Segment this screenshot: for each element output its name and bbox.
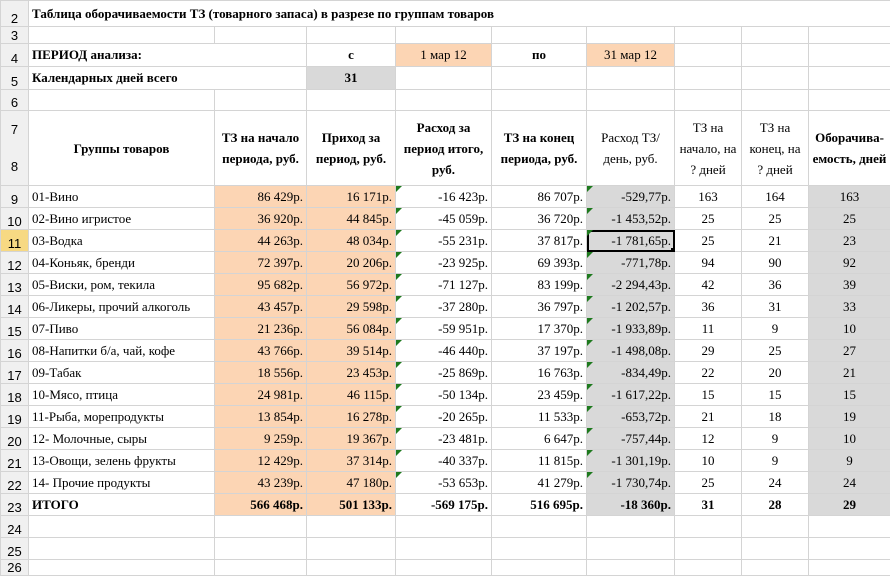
table-row [1, 274, 890, 296]
stock-start-cell[interactable]: 72 397р. [215, 252, 307, 274]
period-to-value[interactable]: 31 мар 12 [587, 44, 675, 67]
days-end-cell[interactable]: 36 [742, 274, 809, 296]
cell[interactable] [396, 27, 492, 44]
days-start-cell[interactable]: 25 [675, 472, 742, 494]
daily-expense-cell[interactable]: -771,78р. [587, 252, 675, 274]
cell[interactable] [742, 538, 809, 560]
row-header[interactable] [1, 111, 29, 186]
cell[interactable] [307, 27, 396, 44]
days-end-cell[interactable]: 9 [742, 318, 809, 340]
stock-start-cell[interactable]: 95 682р. [215, 274, 307, 296]
cell[interactable] [396, 516, 492, 538]
cell[interactable] [809, 538, 890, 560]
total-days-start[interactable]: 31 [675, 494, 742, 516]
stock-end-cell[interactable]: 17 370р. [492, 318, 587, 340]
header-expense[interactable]: Расход за период итого, руб. [396, 111, 492, 186]
cell[interactable] [742, 516, 809, 538]
cell[interactable] [307, 538, 396, 560]
days-start-cell[interactable]: 21 [675, 406, 742, 428]
cell[interactable] [29, 90, 215, 111]
sheet-title[interactable]: Таблица оборачиваемости ТЗ (товарного запаса) в разрезе по группам товаров [29, 1, 890, 27]
expense-cell[interactable]: -50 134р. [396, 384, 492, 406]
table-row [1, 406, 890, 428]
row-header[interactable]: 17 [1, 362, 29, 384]
table-row [1, 450, 890, 472]
cell[interactable] [675, 538, 742, 560]
table-row [1, 186, 890, 208]
total-stock-end[interactable]: 516 695р. [492, 494, 587, 516]
income-cell[interactable]: 56 084р. [307, 318, 396, 340]
days-start-cell[interactable]: 29 [675, 340, 742, 362]
turnover-cell[interactable]: 19 [809, 406, 890, 428]
stock-end-cell[interactable]: 36 797р. [492, 296, 587, 318]
expense-cell[interactable]: -25 869р. [396, 362, 492, 384]
days-start-cell[interactable]: 163 [675, 186, 742, 208]
row-header[interactable]: 2 [1, 1, 29, 27]
table-row [1, 340, 890, 362]
expense-cell[interactable]: -59 951р. [396, 318, 492, 340]
daily-expense-cell[interactable]: -1 617,22р. [587, 384, 675, 406]
table-row [1, 428, 890, 450]
group-cell[interactable]: 05-Виски, ром, текила [29, 274, 215, 296]
table-row [1, 362, 890, 384]
days-value[interactable]: 31 [307, 67, 396, 90]
row-header-upper: 7 [4, 111, 25, 148]
income-cell[interactable]: 16 171р. [307, 186, 396, 208]
cell[interactable] [396, 90, 492, 111]
row-header[interactable]: 18 [1, 384, 29, 406]
days-end-cell[interactable]: 15 [742, 384, 809, 406]
daily-expense-cell[interactable]: -1 933,89р. [587, 318, 675, 340]
cell[interactable] [215, 538, 307, 560]
group-cell[interactable]: 12- Молочные, сыры [29, 428, 215, 450]
expense-cell[interactable]: -46 440р. [396, 340, 492, 362]
income-cell[interactable]: 46 115р. [307, 384, 396, 406]
turnover-cell[interactable]: 24 [809, 472, 890, 494]
group-cell[interactable]: 08-Напитки б/а, чай, кофе [29, 340, 215, 362]
row-header[interactable]: 16 [1, 340, 29, 362]
table-row [1, 230, 890, 252]
expense-cell[interactable]: -23 925р. [396, 252, 492, 274]
stock-end-cell[interactable]: 16 763р. [492, 362, 587, 384]
stock-end-cell[interactable]: 37 197р. [492, 340, 587, 362]
days-start-cell[interactable]: 42 [675, 274, 742, 296]
days-start-cell[interactable]: 11 [675, 318, 742, 340]
days-start-cell[interactable]: 12 [675, 428, 742, 450]
turnover-cell[interactable]: 10 [809, 318, 890, 340]
total-days-end[interactable]: 28 [742, 494, 809, 516]
group-cell[interactable]: 06-Ликеры, прочий алкоголь [29, 296, 215, 318]
cell[interactable] [215, 27, 307, 44]
header-stock-start[interactable]: ТЗ на начало периода, руб. [215, 111, 307, 186]
turnover-cell[interactable]: 9 [809, 450, 890, 472]
days-end-cell[interactable]: 9 [742, 428, 809, 450]
turnover-cell[interactable]: 10 [809, 428, 890, 450]
expense-cell[interactable]: -71 127р. [396, 274, 492, 296]
cell[interactable] [492, 538, 587, 560]
row-header[interactable]: 15 [1, 318, 29, 340]
total-row [1, 494, 890, 516]
days-end-cell[interactable]: 20 [742, 362, 809, 384]
cell[interactable] [396, 538, 492, 560]
period-from-value[interactable]: 1 мар 12 [396, 44, 492, 67]
daily-expense-cell[interactable]: -834,49р. [587, 362, 675, 384]
table-row [1, 296, 890, 318]
expense-cell[interactable]: -16 423р. [396, 186, 492, 208]
row-header[interactable]: 3 [1, 27, 29, 44]
days-end-cell[interactable]: 9 [742, 450, 809, 472]
table-row [1, 318, 890, 340]
stock-start-cell[interactable]: 86 429р. [215, 186, 307, 208]
row-header[interactable]: 19 [1, 406, 29, 428]
period-from-label[interactable]: с [307, 44, 396, 67]
turnover-cell[interactable]: 25 [809, 208, 890, 230]
cell[interactable] [307, 90, 396, 111]
cell[interactable] [587, 67, 675, 90]
table-row [1, 208, 890, 230]
stock-start-cell[interactable]: 43 766р. [215, 340, 307, 362]
total-turnover[interactable]: 29 [809, 494, 890, 516]
cell[interactable] [215, 90, 307, 111]
expense-cell[interactable]: -45 059р. [396, 208, 492, 230]
stock-start-cell[interactable]: 43 239р. [215, 472, 307, 494]
daily-expense-cell[interactable]: -1 730,74р. [587, 472, 675, 494]
group-cell[interactable]: 11-Рыба, морепродукты [29, 406, 215, 428]
cell[interactable] [587, 27, 675, 44]
stock-start-cell[interactable]: 21 236р. [215, 318, 307, 340]
period-label[interactable]: ПЕРИОД анализа: [29, 44, 307, 67]
turnover-cell[interactable]: 33 [809, 296, 890, 318]
turnover-cell[interactable]: 163 [809, 186, 890, 208]
stock-end-cell[interactable]: 6 647р. [492, 428, 587, 450]
row-header[interactable]: 11 [1, 230, 29, 252]
income-cell[interactable]: 44 845р. [307, 208, 396, 230]
table-row [1, 252, 890, 274]
days-end-cell[interactable]: 25 [742, 340, 809, 362]
total-daily-expense[interactable]: -18 360р. [587, 494, 675, 516]
group-cell[interactable]: 14- Прочие продукты [29, 472, 215, 494]
cell[interactable] [675, 67, 742, 90]
sheet-row [1, 516, 890, 538]
income-cell[interactable]: 29 598р. [307, 296, 396, 318]
daily-expense-cell[interactable]: -757,44р. [587, 428, 675, 450]
stock-end-cell[interactable]: 11 533р. [492, 406, 587, 428]
group-cell[interactable]: 07-Пиво [29, 318, 215, 340]
cell[interactable] [675, 516, 742, 538]
total-expense[interactable]: -569 175р. [396, 494, 492, 516]
expense-cell[interactable]: -20 265р. [396, 406, 492, 428]
sheet-row [1, 538, 890, 560]
cell[interactable] [492, 90, 587, 111]
daily-expense-cell[interactable]: -2 294,43р. [587, 274, 675, 296]
days-start-cell[interactable]: 36 [675, 296, 742, 318]
group-cell[interactable]: 04-Коньяк, бренди [29, 252, 215, 274]
row-header[interactable]: 20 [1, 428, 29, 450]
sheet-row [1, 27, 890, 44]
row-header[interactable]: 5 [1, 67, 29, 90]
daily-expense-cell[interactable]: -1 498,08р. [587, 340, 675, 362]
cell[interactable] [675, 90, 742, 111]
cell[interactable] [675, 44, 742, 67]
row-header[interactable]: 23 [1, 494, 29, 516]
group-cell[interactable]: 13-Овощи, зелень фрукты [29, 450, 215, 472]
stock-end-cell[interactable]: 83 199р. [492, 274, 587, 296]
cell[interactable] [492, 27, 587, 44]
days-start-cell[interactable]: 15 [675, 384, 742, 406]
header-days-end[interactable]: ТЗ на конец, на ? дней [742, 111, 809, 186]
total-label[interactable]: ИТОГО [29, 494, 215, 516]
cell[interactable] [29, 27, 215, 44]
cell[interactable] [809, 27, 890, 44]
cell[interactable] [675, 27, 742, 44]
income-cell[interactable]: 56 972р. [307, 274, 396, 296]
turnover-cell[interactable]: 92 [809, 252, 890, 274]
sheet-row [1, 67, 890, 90]
stock-start-cell[interactable]: 18 556р. [215, 362, 307, 384]
income-cell[interactable]: 23 453р. [307, 362, 396, 384]
group-cell[interactable]: 09-Табак [29, 362, 215, 384]
cell[interactable] [742, 27, 809, 44]
cell[interactable] [587, 516, 675, 538]
days-end-cell[interactable]: 90 [742, 252, 809, 274]
daily-expense-cell[interactable]: -653,72р. [587, 406, 675, 428]
cell[interactable] [809, 44, 890, 67]
income-cell[interactable]: 16 278р. [307, 406, 396, 428]
expense-cell[interactable]: -55 231р. [396, 230, 492, 252]
row-header[interactable]: 13 [1, 274, 29, 296]
sheet-row [1, 111, 890, 186]
expense-cell[interactable]: -37 280р. [396, 296, 492, 318]
row-header[interactable]: 21 [1, 450, 29, 472]
turnover-cell[interactable]: 15 [809, 384, 890, 406]
income-cell[interactable]: 39 514р. [307, 340, 396, 362]
cell[interactable] [587, 538, 675, 560]
cell[interactable] [742, 90, 809, 111]
stock-end-cell[interactable]: 23 459р. [492, 384, 587, 406]
income-cell[interactable]: 19 367р. [307, 428, 396, 450]
days-start-cell[interactable]: 10 [675, 450, 742, 472]
period-to-label[interactable]: по [492, 44, 587, 67]
header-income[interactable]: Приход за период, руб. [307, 111, 396, 186]
cell[interactable] [307, 516, 396, 538]
stock-start-cell[interactable]: 9 259р. [215, 428, 307, 450]
income-cell[interactable]: 37 314р. [307, 450, 396, 472]
row-header[interactable]: 24 [1, 516, 29, 538]
expense-cell[interactable]: -40 337р. [396, 450, 492, 472]
stock-start-cell[interactable]: 24 981р. [215, 384, 307, 406]
cell[interactable] [809, 516, 890, 538]
group-cell[interactable]: 02-Вино игристое [29, 208, 215, 230]
row-header[interactable]: 9 [1, 186, 29, 208]
cell[interactable] [396, 67, 492, 90]
stock-end-cell[interactable]: 37 817р. [492, 230, 587, 252]
cell[interactable] [809, 90, 890, 111]
header-stock-end[interactable]: ТЗ на конец периода, руб. [492, 111, 587, 186]
cell[interactable] [492, 516, 587, 538]
stock-start-cell[interactable]: 13 854р. [215, 406, 307, 428]
cell[interactable] [587, 90, 675, 111]
total-income[interactable]: 501 133р. [307, 494, 396, 516]
days-end-cell[interactable]: 18 [742, 406, 809, 428]
group-cell[interactable]: 03-Водка [29, 230, 215, 252]
cell[interactable] [29, 516, 215, 538]
cell[interactable] [809, 67, 890, 90]
days-start-cell[interactable]: 25 [675, 230, 742, 252]
income-cell[interactable]: 20 206р. [307, 252, 396, 274]
row-header[interactable]: 14 [1, 296, 29, 318]
header-daily-expense[interactable]: Расход ТЗ/ день, руб. [587, 111, 675, 186]
cell[interactable] [492, 67, 587, 90]
daily-expense-cell[interactable]: -1 301,19р. [587, 450, 675, 472]
row-header[interactable]: 10 [1, 208, 29, 230]
row-header[interactable]: 26 [1, 560, 29, 576]
days-start-cell[interactable]: 22 [675, 362, 742, 384]
stock-end-cell[interactable]: 69 393р. [492, 252, 587, 274]
turnover-cell[interactable]: 27 [809, 340, 890, 362]
stock-start-cell[interactable]: 43 457р. [215, 296, 307, 318]
days-end-cell[interactable]: 21 [742, 230, 809, 252]
sheet-row [1, 90, 890, 111]
header-group[interactable]: Группы товаров [29, 111, 215, 186]
income-cell[interactable]: 47 180р. [307, 472, 396, 494]
turnover-cell[interactable]: 39 [809, 274, 890, 296]
cell[interactable] [215, 516, 307, 538]
daily-expense-cell[interactable]: -1 453,52р. [587, 208, 675, 230]
income-cell[interactable]: 48 034р. [307, 230, 396, 252]
turnover-cell[interactable]: 21 [809, 362, 890, 384]
days-start-cell[interactable]: 94 [675, 252, 742, 274]
turnover-cell[interactable]: 23 [809, 230, 890, 252]
sheet-row [1, 1, 890, 27]
header-days-start[interactable]: ТЗ на начало, на ? дней [675, 111, 742, 186]
table-row [1, 384, 890, 406]
stock-end-cell[interactable]: 36 720р. [492, 208, 587, 230]
days-end-cell[interactable]: 25 [742, 208, 809, 230]
daily-expense-cell[interactable]: -529,77р. [587, 186, 675, 208]
row-header[interactable]: 6 [1, 90, 29, 111]
days-end-cell[interactable]: 164 [742, 186, 809, 208]
header-turnover[interactable]: Оборачива-емость, дней [809, 111, 890, 186]
table-row [1, 472, 890, 494]
days-end-cell[interactable]: 31 [742, 296, 809, 318]
daily-expense-cell[interactable]: -1 202,57р. [587, 296, 675, 318]
stock-end-cell[interactable]: 41 279р. [492, 472, 587, 494]
daily-expense-cell[interactable]: -1 781,65р. [587, 230, 675, 252]
row-header-lower: 8 [4, 148, 25, 185]
days-start-cell[interactable]: 25 [675, 208, 742, 230]
stock-start-cell[interactable]: 36 920р. [215, 208, 307, 230]
days-label[interactable]: Календарных дней всего [29, 67, 307, 90]
group-cell[interactable]: 01-Вино [29, 186, 215, 208]
group-cell[interactable]: 10-Мясо, птица [29, 384, 215, 406]
stock-end-cell[interactable]: 86 707р. [492, 186, 587, 208]
days-end-cell[interactable]: 24 [742, 472, 809, 494]
stock-start-cell[interactable]: 12 429р. [215, 450, 307, 472]
cell[interactable] [742, 67, 809, 90]
row-header[interactable]: 12 [1, 252, 29, 274]
row-header[interactable]: 4 [1, 44, 29, 67]
total-stock-start[interactable]: 566 468р. [215, 494, 307, 516]
stock-end-cell[interactable]: 11 815р. [492, 450, 587, 472]
row-header[interactable]: 22 [1, 472, 29, 494]
stock-start-cell[interactable]: 44 263р. [215, 230, 307, 252]
cell[interactable] [29, 538, 215, 560]
expense-cell[interactable]: -23 481р. [396, 428, 492, 450]
cell[interactable] [742, 44, 809, 67]
sheet-row [1, 44, 890, 67]
expense-cell[interactable]: -53 653р. [396, 472, 492, 494]
row-header[interactable]: 25 [1, 538, 29, 560]
